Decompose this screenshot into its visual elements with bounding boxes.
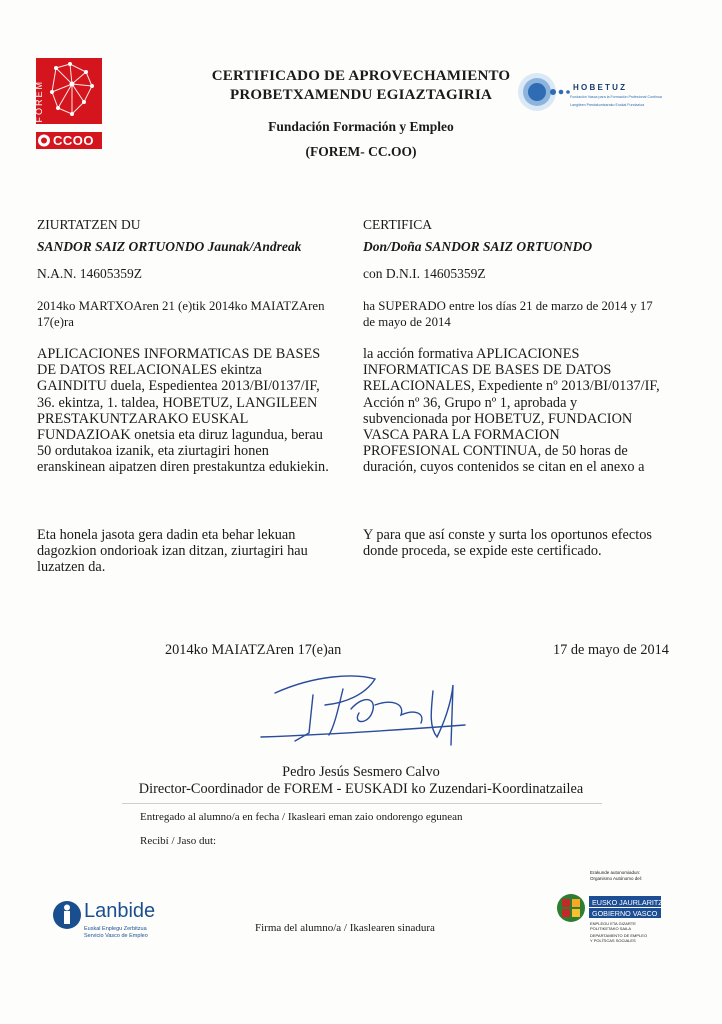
signer-title: Director-Coordinador de FOREM - EUSKADI ko Zuzendari-Koordinatzailea xyxy=(138,781,584,797)
organization-name: Fundación Formación y Empleo xyxy=(268,119,454,134)
director-signature xyxy=(255,665,475,755)
right-closing xyxy=(363,527,693,559)
gv-name-1: EUSKO JAURLARITZA xyxy=(592,898,668,907)
gv-top-line1: Erakunde autonomiadun: xyxy=(590,870,641,875)
lanbide-icon xyxy=(52,900,82,930)
left-body-line: GAINDITU duela, Espedientea 2013/BI/0137/IF, xyxy=(37,378,320,395)
left-closing xyxy=(37,527,357,576)
hobetuz-logo xyxy=(515,70,675,114)
gv-dept-2b: Y POLÍTICAS SOCIALES xyxy=(590,938,636,943)
right-id-number: con D.N.I. 14605359Z xyxy=(363,266,486,281)
right-body-line: subvencionada por HOBETUZ, FUNDACION xyxy=(363,410,633,427)
gobierno-vasco-logo xyxy=(556,870,696,960)
right-closing-line: Y para que así conste y surta los oportunos efectos xyxy=(363,527,652,543)
gv-name-2: GOBIERNO VASCO xyxy=(589,907,661,918)
lanbide-name: Lanbide xyxy=(84,900,156,922)
right-heading: CERTIFICA xyxy=(363,217,432,232)
left-heading: ZIURTATZEN DU xyxy=(37,217,141,232)
left-body-line: FUNDAZIOAK onetsia eta diruz lagundua, berau xyxy=(37,427,323,444)
gv-top-line2: Organismo Autónomo del: xyxy=(590,876,643,881)
right-body-line: RELACIONALES, Expediente nº 2013/BI/0137/IF, xyxy=(363,378,660,395)
left-body-line: PRESTAKUNTZARAKO EUSKAL xyxy=(37,410,249,427)
ccoo-text: CCOO xyxy=(53,133,94,148)
left-dates-line2: 17(e)ra xyxy=(37,315,74,329)
left-body xyxy=(37,346,357,476)
right-body xyxy=(363,346,693,476)
certificate-title: CERTIFICADO DE APROVECHAMIENTO xyxy=(211,68,511,84)
right-body-line: Acción nº 36, Grupo nº 1, aprobada y xyxy=(363,394,578,411)
delivery-note: Entregado al alumno/a en fecha / Ikasleari eman zaio ondorengo egunean xyxy=(140,811,463,823)
divider-line xyxy=(122,803,602,804)
left-closing-line: dagozkion ondorioak izan ditzan, ziurtagiri hau xyxy=(37,543,308,560)
lanbide-subtitle-2: Servicio Vasco de Empleo xyxy=(84,933,148,939)
gv-dept-1b: POLITIKETAKO SAILA xyxy=(590,926,632,931)
right-dates-line2: de mayo de 2014 xyxy=(363,315,451,329)
certificate-title-basque: PROBETXAMENDU EGIAZTAGIRIA xyxy=(229,87,493,103)
right-issue-date: 17 de mayo de 2014 xyxy=(553,642,669,658)
lanbide-logo xyxy=(52,898,182,944)
lanbide-subtitle-1: Euskal Enplegu Zerbitzua xyxy=(84,926,147,932)
left-dates-line1: 2014ko MARTXOAren 21 (e)tik 2014ko MAIATZAren xyxy=(37,299,325,313)
hobetuz-icon xyxy=(515,70,575,114)
left-body-line: eranskinean aipatzen diren prestakuntza edukiekin. xyxy=(37,459,329,476)
right-closing-line: donde proceda, se expide este certificado. xyxy=(363,543,602,560)
hobetuz-subtitle-1: Fundación Vasca para la Formación Profesional Continua xyxy=(570,95,662,99)
left-closing-line: Eta honela jasota gera dadin eta behar lekuan xyxy=(37,527,296,543)
left-closing-line: luzatzen da. xyxy=(37,559,106,576)
left-body-line: 50 ordutakoa izanik, eta ziurtagiri honen xyxy=(37,443,269,460)
basque-coat-of-arms-icon xyxy=(556,892,586,924)
right-body-line: PROFESIONAL CONTINUA, de 50 horas de xyxy=(363,443,628,460)
right-dates-line1: ha SUPERADO entre los días 21 de marzo de 2014 y 17 xyxy=(363,299,653,313)
right-body-line: INFORMATICAS DE BASES DE DATOS xyxy=(363,362,612,379)
received-label: Recibí / Jaso dut: xyxy=(140,835,217,847)
right-dates xyxy=(363,298,653,330)
left-issue-date: 2014ko MAIATZAren 17(e)an xyxy=(165,642,342,658)
right-body-line: VASCA PARA LA FORMACION xyxy=(363,427,560,444)
left-student-name: SANDOR SAIZ ORTUONDO Jaunak/Andreak xyxy=(37,239,302,254)
left-body-line: 36. ekintza, 1. taldea, HOBETUZ, LANGILEEN xyxy=(37,394,318,411)
left-body-line: DE DATOS RELACIONALES ekintza xyxy=(37,362,262,379)
right-student-name: Don/Doña SANDOR SAIZ ORTUONDO xyxy=(363,239,593,254)
left-body-line: APLICACIONES INFORMATICAS DE BASES xyxy=(37,346,321,362)
student-signature-label: Firma del alumno/a / Ikaslearen sinadura xyxy=(255,922,435,934)
left-dates xyxy=(37,298,324,330)
right-body-line: duración, cuyos contenidos se citan en el anexo a xyxy=(363,459,645,476)
right-body-line: la acción formativa APLICACIONES xyxy=(363,346,580,362)
hobetuz-subtitle-2: Langileen Prestakuntzarako Euskal Fundazioa xyxy=(570,103,645,107)
gv-dept-1a: ENPLEGU ETA GIZARTE xyxy=(590,921,636,926)
signer-name: Pedro Jesús Sesmero Calvo xyxy=(282,764,440,780)
organization-acronym: (FOREM- CC.OO) xyxy=(305,144,417,159)
hobetuz-name: H O B E T U Z xyxy=(573,83,625,92)
gv-dept-2a: DEPARTAMENTO DE EMPLEO xyxy=(590,933,648,938)
forem-text: FOREM xyxy=(34,80,44,123)
left-id-number: N.A.N. 14605359Z xyxy=(37,266,142,281)
gv-name-band xyxy=(589,896,668,918)
